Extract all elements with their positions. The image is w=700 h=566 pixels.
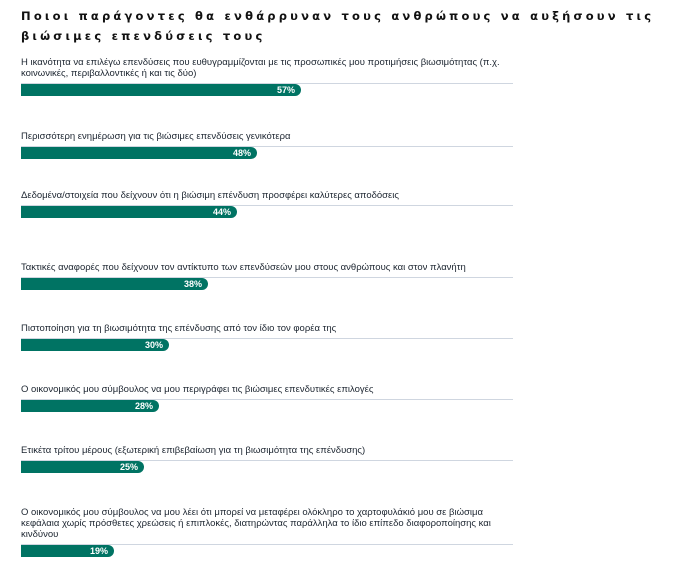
category-label: Ο οικονομικός μου σύμβουλος να μου λέει ότι μπορεί να μεταφέρει ολόκληρο το χαρτοφυλάκιό μου σε βιώσιμα κεφάλαια χωρίς πρόσθετες χρεώσεις ή επιπλοκές, διατηρώντας παράλληλα το ίδιο επίπεδο διαφοροποίησης και κινδύνου xyxy=(21,507,491,540)
bar-row xyxy=(21,23,521,95)
bar-row xyxy=(21,278,521,350)
category-label: Πιστοποίηση για τη βιωσιμότητα της επένδυσης από τον ίδιο τον φορέα της xyxy=(21,323,337,334)
bar-row xyxy=(21,484,521,556)
value-label: 48% xyxy=(232,148,251,158)
value-label: 25% xyxy=(119,462,138,472)
category-label: Τακτικές αναφορές που δείχνουν τον αντίκτυπο των επενδύσεών μου στους ανθρώπους και στον πλανήτη xyxy=(21,262,466,273)
category-label: Ο οικονομικός μου σύμβουλος να μου περιγράφει τις βιώσιμες επενδυτικές επιλογές xyxy=(21,384,374,395)
bar-row xyxy=(21,217,521,289)
bar-row xyxy=(21,400,521,472)
bar xyxy=(21,545,114,557)
bar-row xyxy=(21,145,521,217)
category-label: Δεδομένα/στοιχεία που δείχνουν ότι η βιώσιμη επένδυση προσφέρει καλύτερες αποδόσεις xyxy=(21,190,399,201)
bar-row xyxy=(21,86,521,158)
bar-row xyxy=(21,339,521,411)
value-label: 19% xyxy=(89,546,108,556)
value-label: 44% xyxy=(212,207,231,217)
category-label: Περισσότερη ενημέρωση για τις βιώσιμες επενδύσεις γενικότερα xyxy=(21,131,291,142)
value-label: 57% xyxy=(276,85,295,95)
value-label: 38% xyxy=(183,279,202,289)
value-label: 28% xyxy=(134,401,153,411)
category-label: Ετικέτα τρίτου μέρους (εξωτερική επιβεβαίωση για τη βιωσιμότητα της επένδυσης) xyxy=(21,445,366,456)
bar xyxy=(21,461,144,473)
value-label: 30% xyxy=(144,340,163,350)
chart-title: Ποιοι παράγοντες θα ενθάρρυναν τους ανθρώπους να αυξήσουν τις βιώσιμες επενδύσεις τους xyxy=(21,9,655,43)
category-label: Η ικανότητα να επιλέγω επενδύσεις που ευθυγραμμίζονται με τις προσωπικές μου προτιμήσεις βιωσιμότητας (π.χ. κοινωνικές, περιβαλλοντικές ή και τις δύο) xyxy=(21,57,500,79)
